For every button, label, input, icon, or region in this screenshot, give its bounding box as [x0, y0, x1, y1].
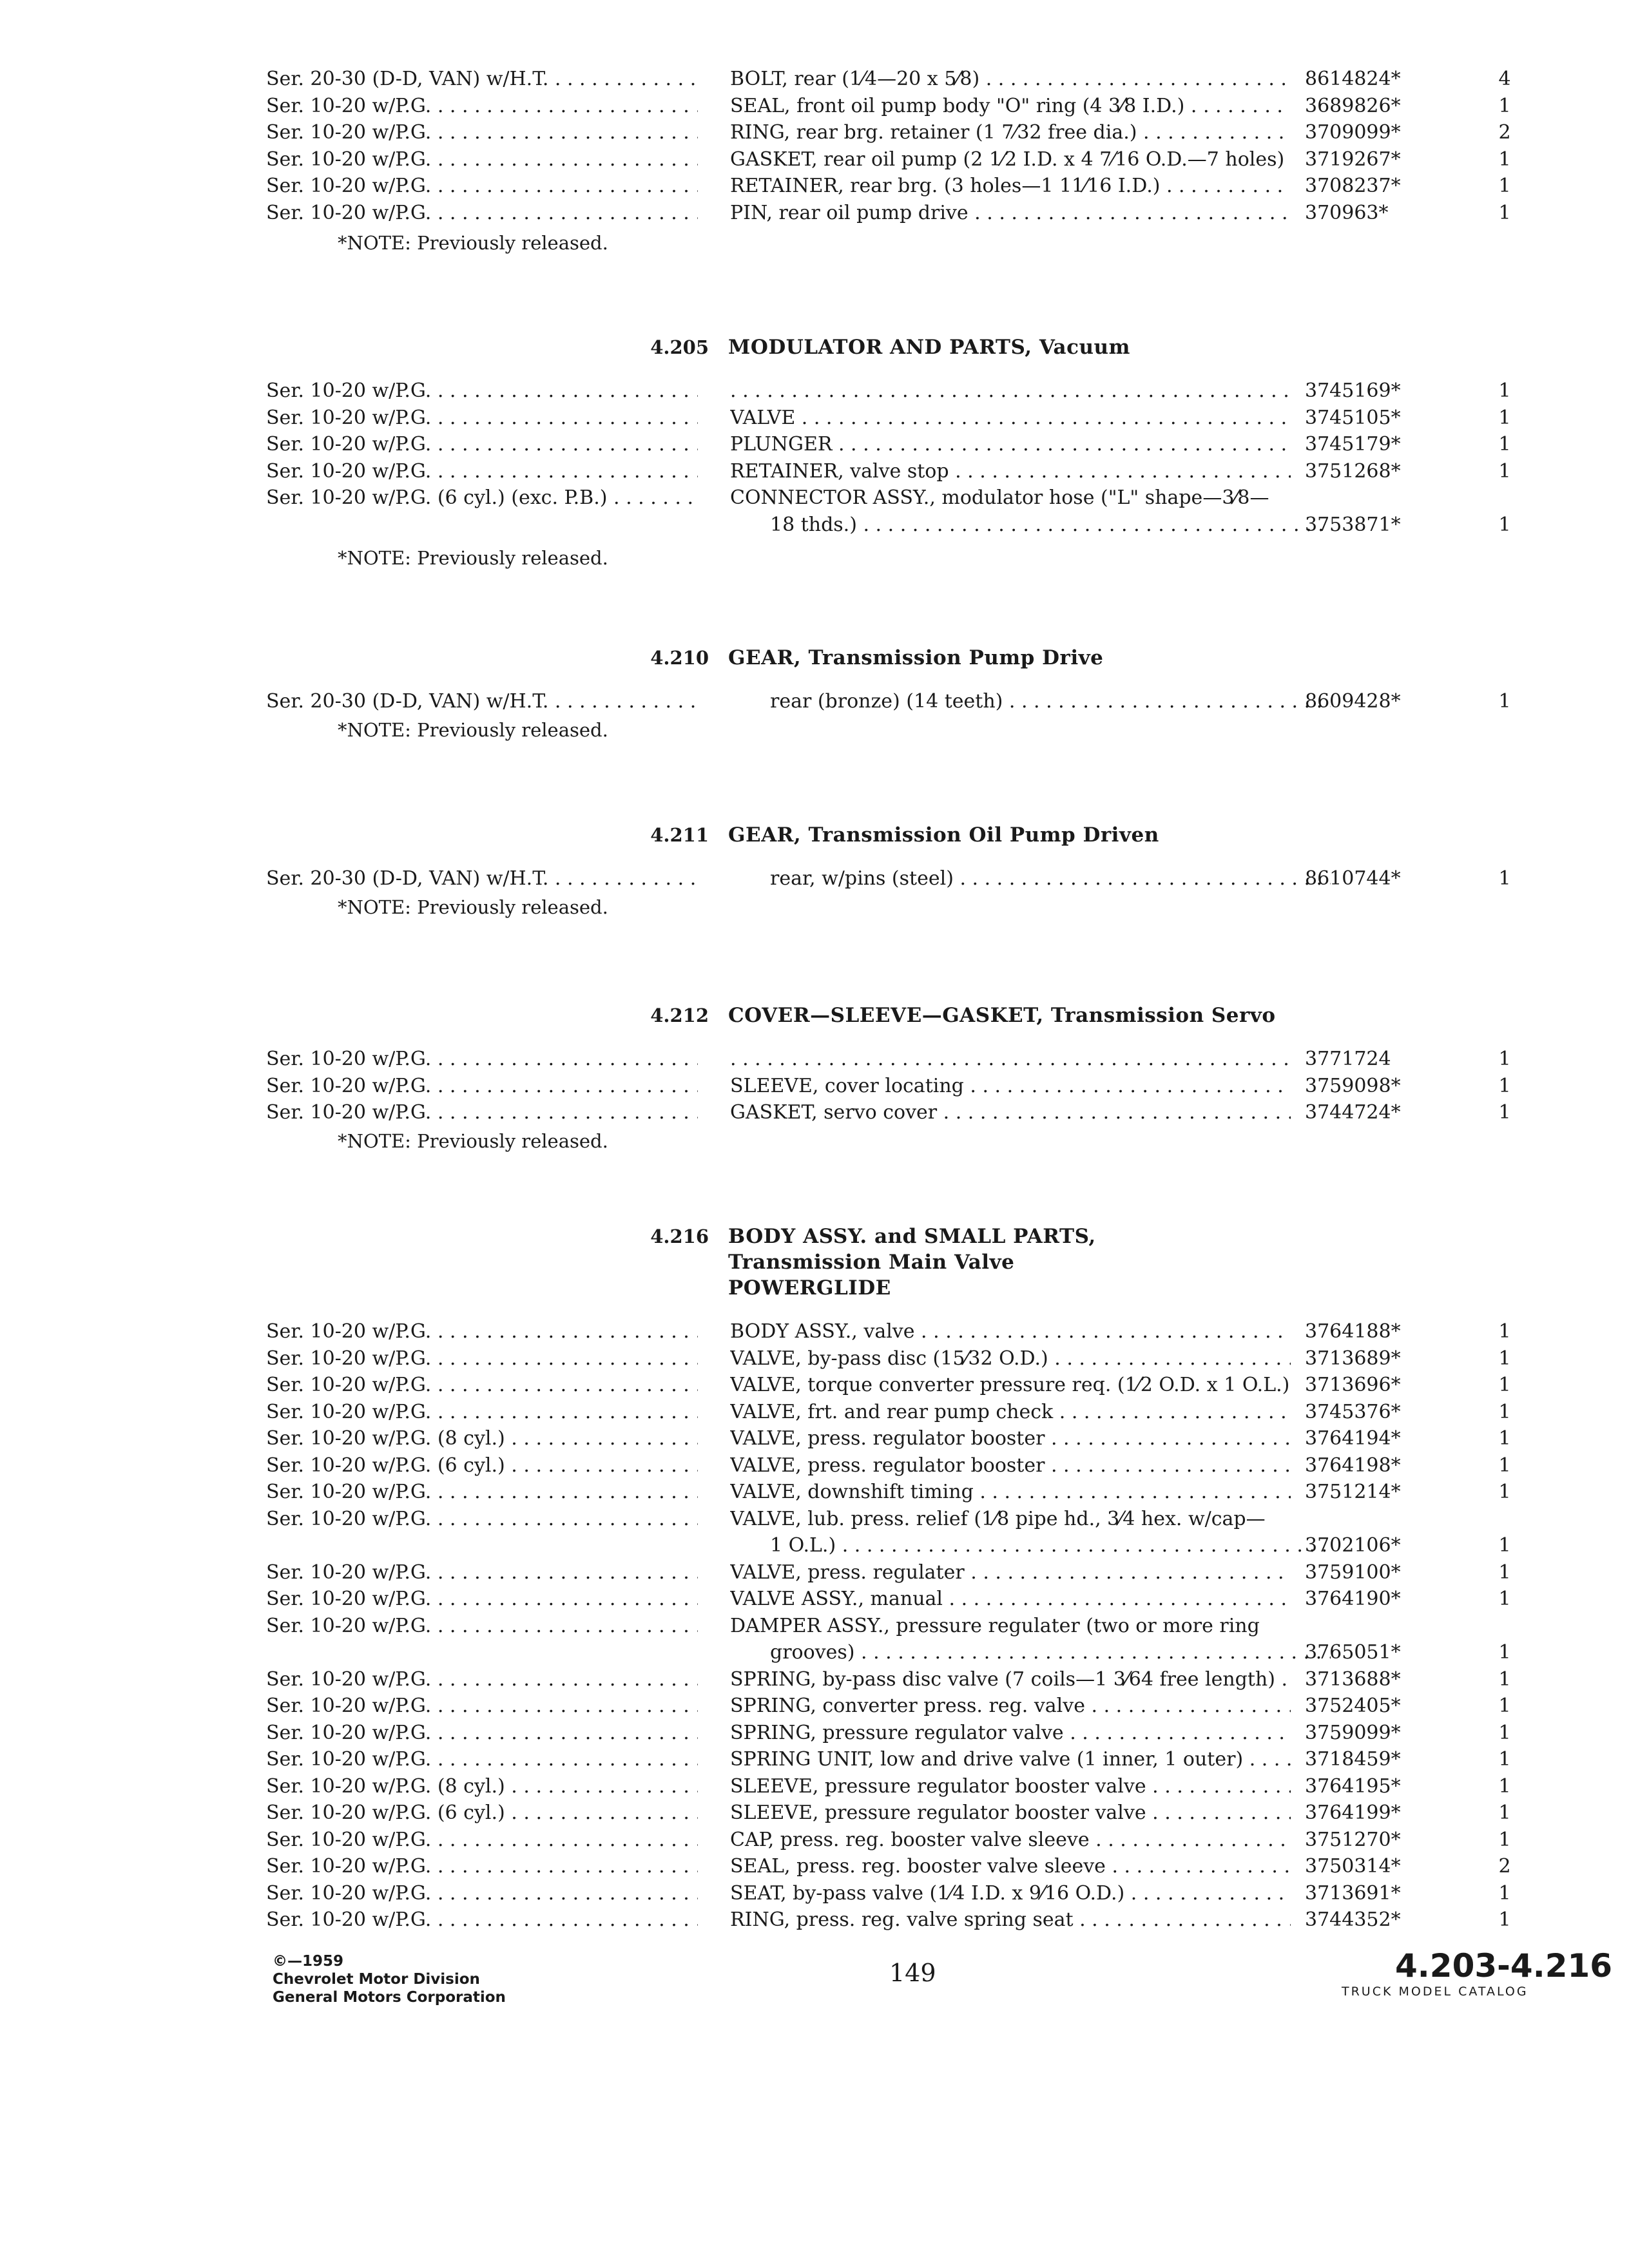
part-description: VALVE ASSY., manual . . . — [730, 1586, 1291, 1613]
part-number: 3751214* — [1305, 1481, 1401, 1503]
model-cell: Ser. 10-20 w/P.G. . . . — [266, 93, 698, 120]
section-range: 4.203-4.216 — [1395, 1947, 1613, 1984]
quantity: 1 — [1498, 1721, 1511, 1744]
table-row — [0, 865, 1629, 892]
quantity: 1 — [1498, 201, 1511, 224]
copyright-line: ©—1959 — [273, 1953, 344, 1970]
part-number: 3764198* — [1305, 1454, 1401, 1477]
section-title: POWERGLIDE — [728, 1276, 891, 1300]
section-header — [0, 1002, 1629, 1029]
quantity: 1 — [1498, 94, 1511, 117]
part-number: 3765051* — [1305, 1641, 1401, 1664]
part-number: 8609428* — [1305, 690, 1401, 713]
quantity: 1 — [1498, 1802, 1511, 1824]
quantity: 1 — [1498, 1641, 1511, 1664]
model-cell: Ser. 10-20 w/P.G. (6 cyl.) . . . — [266, 1800, 698, 1827]
model-cell: Ser. 10-20 w/P.G. . . . — [266, 1099, 698, 1126]
section-number: 4.212 — [650, 1004, 709, 1026]
part-number: 3764188* — [1305, 1320, 1401, 1343]
quantity: 1 — [1498, 1774, 1511, 1798]
part-description: SEAL, press. reg. booster valve sleeve . . . — [730, 1853, 1291, 1880]
part-description: grooves) . . . — [770, 1639, 1331, 1666]
table-row — [0, 1800, 1629, 1827]
part-description: rear, w/pins (steel) . . . — [770, 865, 1331, 892]
section-header — [0, 644, 1629, 671]
model-cell: Ser. 10-20 w/P.G. . . . — [266, 1586, 698, 1613]
model-cell: Ser. 10-20 w/P.G. . . . — [266, 1746, 698, 1773]
table-row — [0, 1372, 1629, 1399]
table-row — [0, 1666, 1629, 1693]
section-title: GEAR, Transmission Pump Drive — [728, 646, 1104, 669]
part-description: SPRING, converter press. reg. valve . . . — [730, 1693, 1291, 1720]
quantity: 1 — [1498, 1454, 1511, 1477]
section-number: 4.210 — [650, 647, 709, 669]
table-row — [0, 1479, 1629, 1506]
model-cell: Ser. 10-20 w/P.G. . . . — [266, 1046, 698, 1073]
model-cell: Ser. 20-30 (D-D, VAN) w/H.T. . . . — [266, 66, 698, 93]
model-cell: Ser. 10-20 w/P.G. . . . — [266, 1613, 698, 1640]
model-cell: Ser. 10-20 w/P.G. . . . — [266, 1827, 698, 1854]
part-description: SLEEVE, cover locating . . . — [730, 1073, 1291, 1100]
note-text: *NOTE: Previously released. — [338, 232, 608, 254]
table-row — [0, 1559, 1629, 1586]
part-number: 3752405* — [1305, 1695, 1401, 1717]
part-number: 3744352* — [1305, 1908, 1401, 1931]
quantity: 1 — [1498, 1400, 1511, 1423]
model-cell: Ser. 20-30 (D-D, VAN) w/H.T. . . . — [266, 865, 698, 892]
table-row — [0, 66, 1629, 93]
part-description: GASKET, rear oil pump (2 1⁄2 I.D. x 4 7⁄16 O.D.—7 holes) . . . — [730, 146, 1291, 173]
part-number: 3744724* — [1305, 1101, 1401, 1124]
quantity: 1 — [1498, 1074, 1511, 1097]
model-cell: Ser. 10-20 w/P.G. (6 cyl.) . . . — [266, 1452, 698, 1479]
table-row — [0, 1099, 1629, 1126]
part-description — [730, 378, 1291, 405]
quantity: 1 — [1498, 690, 1511, 713]
note-text: *NOTE: Previously released. — [338, 547, 608, 569]
table-row — [0, 1907, 1629, 1934]
page-number: 149 — [889, 1959, 936, 1987]
table-row — [0, 1452, 1629, 1479]
table-row — [0, 1425, 1629, 1452]
table-row — [0, 1586, 1629, 1613]
part-description: RING, rear brg. retainer (1 7⁄32 free dia.) . . . — [730, 119, 1291, 146]
part-number: 3759099* — [1305, 1721, 1401, 1744]
part-number: 3708237* — [1305, 175, 1401, 197]
part-description: SEAT, by-pass valve (1⁄4 I.D. x 9⁄16 O.D.) . . . — [730, 1880, 1291, 1907]
section-title: GEAR, Transmission Oil Pump Driven — [728, 823, 1159, 847]
model-cell: Ser. 10-20 w/P.G. . . . — [266, 405, 698, 432]
part-number: 8610744* — [1305, 867, 1401, 890]
section-title: COVER—SLEEVE—GASKET, Transmission Servo — [728, 1004, 1276, 1027]
section-number: 4.216 — [650, 1225, 709, 1247]
part-number: 370963* — [1305, 201, 1389, 224]
part-number: 3713689* — [1305, 1347, 1401, 1370]
table-row — [0, 405, 1629, 432]
copyright-block — [273, 1952, 506, 2006]
part-description: SPRING, by-pass disc valve (7 coils—1 3⁄64 free length) . . . — [730, 1666, 1291, 1693]
part-description: VALVE, press. regulater . . . — [730, 1559, 1291, 1586]
part-number: 3709099* — [1305, 121, 1401, 144]
part-number: 3719267* — [1305, 148, 1401, 171]
model-cell: Ser. 10-20 w/P.G. . . . — [266, 1666, 698, 1693]
table-row — [0, 1746, 1629, 1773]
model-cell: Ser. 10-20 w/P.G. (8 cyl.) . . . — [266, 1773, 698, 1800]
part-description: PIN, rear oil pump drive . . . — [730, 200, 1291, 227]
model-cell: Ser. 10-20 w/P.G. . . . — [266, 1345, 698, 1372]
quantity: 1 — [1498, 148, 1511, 171]
quantity: 1 — [1498, 1748, 1511, 1771]
part-number: 3751270* — [1305, 1828, 1401, 1851]
part-number: 3745169* — [1305, 380, 1401, 402]
copyright-line: Chevrolet Motor Division — [273, 1971, 480, 1988]
model-cell: Ser. 10-20 w/P.G. . . . — [266, 200, 698, 227]
part-description: VALVE, by-pass disc (15⁄32 O.D.) . . . — [730, 1345, 1291, 1372]
table-row — [0, 1773, 1629, 1800]
note-text: *NOTE: Previously released. — [338, 896, 608, 918]
model-cell: Ser. 10-20 w/P.G. . . . — [266, 1907, 698, 1934]
part-description: SPRING, pressure regulator valve . . . — [730, 1720, 1291, 1747]
part-description: VALVE, frt. and rear pump check . . . — [730, 1399, 1291, 1426]
quantity: 1 — [1498, 380, 1511, 402]
table-row — [0, 1639, 1629, 1666]
part-description: VALVE . . . — [730, 405, 1291, 432]
model-cell: Ser. 10-20 w/P.G. (6 cyl.) (exc. P.B.) . . . — [266, 485, 698, 512]
quantity: 1 — [1498, 1588, 1511, 1610]
section-header — [0, 1223, 1629, 1300]
quantity: 1 — [1498, 1908, 1511, 1931]
catalog-name: TRUCK MODEL CATALOG — [1342, 1984, 1528, 1999]
part-number: 3713691* — [1305, 1881, 1401, 1905]
part-number: 3745376* — [1305, 1400, 1401, 1423]
note-text: *NOTE: Previously released. — [338, 718, 608, 741]
part-number: 3713696* — [1305, 1374, 1401, 1396]
table-row — [0, 431, 1629, 458]
quantity: 1 — [1498, 1427, 1511, 1450]
quantity: 2 — [1498, 1855, 1511, 1878]
quantity: 1 — [1498, 1374, 1511, 1396]
table-row — [0, 1880, 1629, 1907]
quantity: 1 — [1498, 867, 1511, 890]
section-title: Transmission Main Valve — [728, 1251, 1015, 1274]
part-description: SLEEVE, pressure regulator booster valve . . . — [730, 1800, 1291, 1827]
table-row — [0, 1853, 1629, 1880]
model-cell: Ser. 10-20 w/P.G. . . . — [266, 1479, 698, 1506]
table-row — [0, 200, 1629, 227]
part-description — [730, 1046, 1291, 1073]
part-number: 3689826* — [1305, 94, 1401, 117]
part-number: 3759098* — [1305, 1074, 1401, 1097]
part-number: 3764190* — [1305, 1588, 1401, 1610]
quantity: 1 — [1498, 1881, 1511, 1905]
part-description: SEAL, front oil pump body "O" ring (4 3⁄8 I.D.) . . . — [730, 93, 1291, 120]
part-description: DAMPER ASSY., pressure regulater (two or more ring — [730, 1614, 1260, 1637]
part-number: 3750314* — [1305, 1855, 1401, 1878]
model-cell: Ser. 10-20 w/P.G. . . . — [266, 1720, 698, 1747]
model-cell: Ser. 10-20 w/P.G. . . . — [266, 146, 698, 173]
part-description: CAP, press. reg. booster valve sleeve . . . — [730, 1827, 1291, 1854]
part-description: BODY ASSY., valve . . . — [730, 1318, 1291, 1345]
part-description: PLUNGER . . . — [730, 431, 1291, 458]
part-number: 3759100* — [1305, 1561, 1401, 1584]
section-title: MODULATOR AND PARTS, Vacuum — [728, 336, 1130, 359]
part-description: 18 thds.) . . . — [770, 512, 1331, 539]
quantity: 1 — [1498, 1667, 1511, 1691]
part-description: GASKET, servo cover . . . — [730, 1099, 1291, 1126]
part-number: 3764195* — [1305, 1774, 1401, 1798]
table-row — [0, 512, 1629, 539]
part-description: VALVE, press. regulator booster . . . — [730, 1452, 1291, 1479]
part-description: BOLT, rear (1⁄4—20 x 5⁄8) . . . — [730, 66, 1291, 93]
table-row — [0, 378, 1629, 405]
model-cell: Ser. 10-20 w/P.G. . . . — [266, 1399, 698, 1426]
quantity: 2 — [1498, 121, 1511, 144]
model-cell: Ser. 10-20 w/P.G. . . . — [266, 1880, 698, 1907]
quantity: 1 — [1498, 513, 1511, 536]
model-cell: Ser. 10-20 w/P.G. . . . — [266, 1853, 698, 1880]
part-description: 1 O.L.) . . . — [770, 1532, 1331, 1559]
part-description: SLEEVE, pressure regulator booster valve . . . — [730, 1773, 1291, 1800]
quantity: 1 — [1498, 406, 1511, 429]
quantity: 1 — [1498, 1048, 1511, 1070]
model-cell: Ser. 10-20 w/P.G. . . . — [266, 119, 698, 146]
part-number: 3751268* — [1305, 459, 1401, 483]
quantity: 1 — [1498, 1828, 1511, 1851]
table-row — [0, 119, 1629, 146]
table-row — [0, 1073, 1629, 1100]
section-title: BODY ASSY. and SMALL PARTS, — [728, 1225, 1096, 1248]
model-cell: Ser. 10-20 w/P.G. . . . — [266, 1318, 698, 1345]
model-cell: Ser. 10-20 w/P.G. . . . — [266, 431, 698, 458]
section-number: 4.205 — [650, 336, 709, 358]
part-description: RETAINER, valve stop . . . — [730, 458, 1291, 485]
copyright-line: General Motors Corporation — [273, 1989, 506, 2006]
table-row — [0, 485, 1629, 512]
part-number: 8614824* — [1305, 68, 1401, 90]
table-row — [0, 458, 1629, 485]
model-cell: Ser. 20-30 (D-D, VAN) w/H.T. . . . — [266, 688, 698, 715]
model-cell: Ser. 10-20 w/P.G. . . . — [266, 1693, 698, 1720]
quantity: 1 — [1498, 1695, 1511, 1717]
part-number: 3771724 — [1305, 1048, 1391, 1070]
part-number: 3713688* — [1305, 1667, 1401, 1691]
quantity: 4 — [1498, 68, 1511, 90]
table-row — [0, 1827, 1629, 1854]
quantity: 1 — [1498, 1320, 1511, 1343]
part-description: rear (bronze) (14 teeth) . . . — [770, 688, 1331, 715]
model-cell: Ser. 10-20 w/P.G. . . . — [266, 1559, 698, 1586]
section-header — [0, 822, 1629, 849]
part-number: 3764199* — [1305, 1802, 1401, 1824]
table-row — [0, 93, 1629, 120]
model-cell: Ser. 10-20 w/P.G. . . . — [266, 378, 698, 405]
quantity: 1 — [1498, 433, 1511, 456]
part-description: VALVE, press. regulator booster . . . — [730, 1425, 1291, 1452]
model-cell: Ser. 10-20 w/P.G. . . . — [266, 1372, 698, 1399]
part-number: 3718459* — [1305, 1748, 1401, 1771]
note-text: *NOTE: Previously released. — [338, 1129, 608, 1152]
table-row — [0, 1318, 1629, 1345]
part-description: VALVE, downshift timing . . . — [730, 1479, 1291, 1506]
section-header — [0, 334, 1629, 361]
quantity: 1 — [1498, 1347, 1511, 1370]
model-cell: Ser. 10-20 w/P.G. . . . — [266, 1073, 698, 1100]
part-description: RETAINER, rear brg. (3 holes—1 11⁄16 I.D.) . . . — [730, 173, 1291, 200]
table-row — [0, 173, 1629, 200]
model-cell: Ser. 10-20 w/P.G. . . . — [266, 1506, 698, 1533]
table-row — [0, 1532, 1629, 1559]
part-number: 3764194* — [1305, 1427, 1401, 1450]
model-cell: Ser. 10-20 w/P.G. . . . — [266, 458, 698, 485]
quantity: 1 — [1498, 1561, 1511, 1584]
quantity: 1 — [1498, 459, 1511, 483]
part-description: RING, press. reg. valve spring seat . . . — [730, 1907, 1291, 1934]
part-description: VALVE, torque converter pressure req. (1⁄2 O.D. x 1 O.L.) . . . — [730, 1372, 1291, 1399]
quantity: 1 — [1498, 1534, 1511, 1557]
section-number: 4.211 — [650, 824, 709, 846]
table-row — [0, 146, 1629, 173]
table-row — [0, 1720, 1629, 1747]
model-cell: Ser. 10-20 w/P.G. . . . — [266, 173, 698, 200]
part-number: 3745105* — [1305, 406, 1401, 429]
table-row — [0, 1506, 1629, 1533]
part-description: CONNECTOR ASSY., modulator hose ("L" shape—3⁄8— — [730, 486, 1269, 509]
part-description: VALVE, lub. press. relief (1⁄8 pipe hd., 3⁄4 hex. w/cap— — [730, 1507, 1266, 1530]
table-row — [0, 688, 1629, 715]
table-row — [0, 1399, 1629, 1426]
quantity: 1 — [1498, 1101, 1511, 1124]
table-row — [0, 1345, 1629, 1372]
model-cell: Ser. 10-20 w/P.G. (8 cyl.) . . . — [266, 1425, 698, 1452]
part-number: 3745179* — [1305, 433, 1401, 456]
quantity: 1 — [1498, 1481, 1511, 1503]
part-description: SPRING UNIT, low and drive valve (1 inner, 1 outer) . . . — [730, 1746, 1291, 1773]
table-row — [0, 1613, 1629, 1640]
quantity: 1 — [1498, 175, 1511, 197]
part-number: 3753871* — [1305, 513, 1401, 536]
part-number: 3702106* — [1305, 1534, 1401, 1557]
table-row — [0, 1693, 1629, 1720]
table-row — [0, 1046, 1629, 1073]
